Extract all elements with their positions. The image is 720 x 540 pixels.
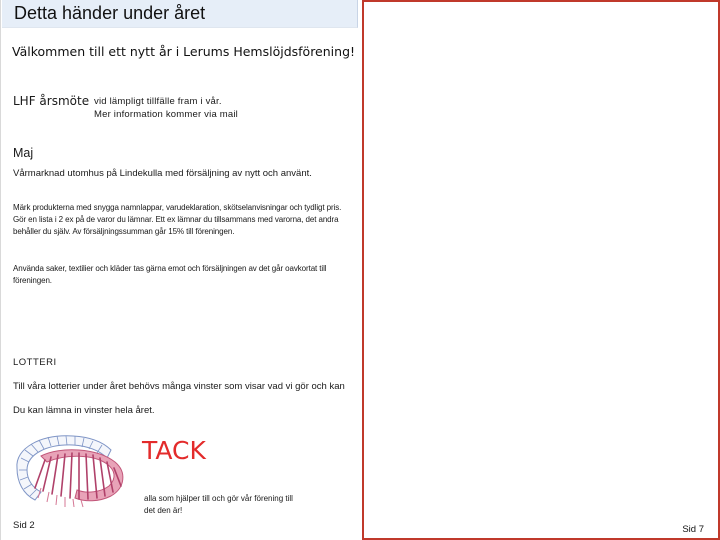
annual-meeting-label: LHF årsmöte (13, 94, 90, 108)
page-title: Detta händer under året (14, 3, 206, 23)
may-market-text: Vårmarknad utomhus på Lindekulla med försäljning av nytt och använt. (13, 168, 312, 179)
welcome-heading: Välkommen till ett nytt år i Lerums Hemslöjdsförening! (12, 44, 356, 59)
lottery-text-2: Du kan lämna in vinster hela året. (13, 405, 155, 416)
may-heading: Maj (13, 146, 34, 160)
page-number-right: Sid 7 (682, 524, 704, 535)
lottery-heading: LOTTERI (13, 357, 57, 368)
lottery-text: Till våra lotterier under året behövs många vinster som visar vad vi gör och kan (13, 381, 345, 392)
thanks-heading: TACK (142, 436, 206, 465)
thanks-text: alla som hjälper till och gör vår förening till det den är! (144, 494, 293, 515)
may-instructions: Märk produkterna med snygga namnlappar, varudeklaration, skötselanvisningar och tydligt pris. Gör en lista i 2 ex på de varor du lämnar. Ett ex lämnar du tillsammans med varorna, det andra behåller du själv. Av försäljningssumman går 15% till föreningen. (13, 203, 342, 236)
annual-meeting-text: vid lämpligt tillfälle fram i vår. (94, 96, 222, 107)
title-bar (2, 0, 358, 28)
right-page-frame (362, 0, 720, 540)
may-used-items: Använda saker, textilier och kläder tas gärna emot och försäljningen av det går oavkortat till föreningen. (13, 264, 327, 285)
knitted-scarf-illustration (11, 428, 133, 508)
page-number-left: Sid 2 (13, 520, 35, 531)
scarf-pink-part (35, 450, 123, 507)
annual-meeting-info: Mer information kommer via mail (94, 109, 238, 120)
